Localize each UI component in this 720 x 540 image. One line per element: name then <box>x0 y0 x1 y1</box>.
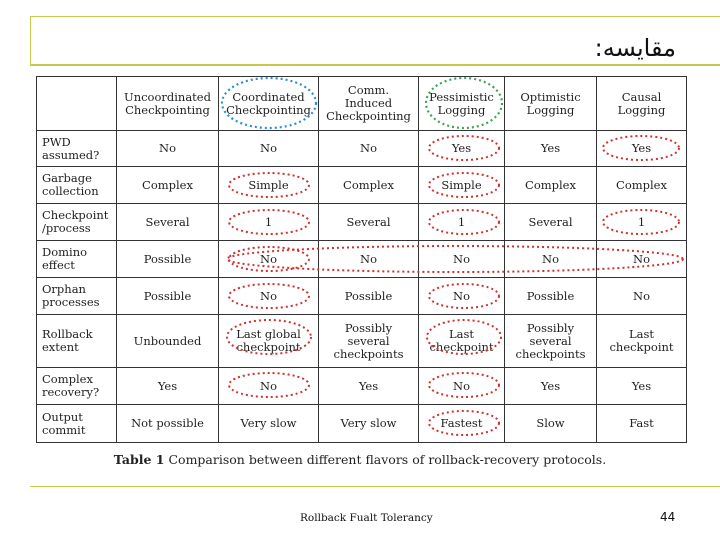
table-header-row <box>37 77 687 131</box>
table-cell: Complex <box>117 167 219 204</box>
caption-label: Table 1 <box>113 452 165 467</box>
frame-left-line <box>30 16 31 64</box>
table-cell: Complex <box>505 167 597 204</box>
table-cell: Yes <box>505 131 597 167</box>
table-row <box>37 315 687 368</box>
table-cell: Complex <box>319 167 419 204</box>
frame-top-line <box>30 16 720 17</box>
table-cell: 1 <box>419 204 505 241</box>
row-label: Rollback extent <box>37 315 117 368</box>
table-row <box>37 241 687 278</box>
table-cell: Possible <box>319 278 419 315</box>
page-number: 44 <box>660 510 676 524</box>
table-cell: 1 <box>597 204 687 241</box>
table-cell: Possible <box>505 278 597 315</box>
header-cell: Optimistic Logging <box>505 77 597 131</box>
comparison-table-wrapper <box>36 76 686 442</box>
row-label: Output commit <box>37 405 117 443</box>
table-cell: No <box>219 241 319 278</box>
table-cell: Possible <box>117 278 219 315</box>
table-row <box>37 167 687 204</box>
table-cell: Possibly several checkpoints <box>505 315 597 368</box>
table-cell: Unbounded <box>117 315 219 368</box>
table-cell: Several <box>319 204 419 241</box>
table-cell: Last checkpoint <box>597 315 687 368</box>
frame-footer-line <box>30 486 720 487</box>
table-cell: No <box>219 278 319 315</box>
table-cell: Very slow <box>219 405 319 443</box>
table-cell: Slow <box>505 405 597 443</box>
table-cell: No <box>505 241 597 278</box>
footer-text: Rollback Fualt Tolerancy <box>300 512 433 524</box>
table-cell: Last global checkpoint <box>219 315 319 368</box>
table-cell: 1 <box>219 204 319 241</box>
table-cell: No <box>319 131 419 167</box>
table-cell: Fast <box>597 405 687 443</box>
table-cell: Yes <box>505 368 597 405</box>
table-cell: Possible <box>117 241 219 278</box>
header-cell: Coordinated Checkpointing <box>219 77 319 131</box>
table-caption <box>0 452 720 467</box>
table-cell: No <box>419 368 505 405</box>
header-cell: Uncoordinated Checkpointing <box>117 77 219 131</box>
table-row <box>37 368 687 405</box>
row-label: Domino effect <box>37 241 117 278</box>
table-cell: Yes <box>319 368 419 405</box>
table-cell: Possibly several checkpoints <box>319 315 419 368</box>
table-cell: Fastest <box>419 405 505 443</box>
table-cell: Last checkpoint <box>419 315 505 368</box>
table-cell: Simple <box>219 167 319 204</box>
table-cell: No <box>319 241 419 278</box>
table-row <box>37 204 687 241</box>
header-cell: Pessimistic Logging <box>419 77 505 131</box>
table-cell: No <box>597 278 687 315</box>
table-cell: No <box>117 131 219 167</box>
table-cell: Very slow <box>319 405 419 443</box>
table-cell: Simple <box>419 167 505 204</box>
table-row <box>37 278 687 315</box>
table-cell: Yes <box>117 368 219 405</box>
row-label: Orphan processes <box>37 278 117 315</box>
header-cell: Causal Logging <box>597 77 687 131</box>
table-cell: Complex <box>597 167 687 204</box>
table-cell: No <box>597 241 687 278</box>
header-cell: Comm. Induced Checkpointing <box>319 77 419 131</box>
table-cell: No <box>419 278 505 315</box>
table-cell: Yes <box>419 131 505 167</box>
table-cell: No <box>419 241 505 278</box>
row-label: PWD assumed? <box>37 131 117 167</box>
table-cell: Several <box>505 204 597 241</box>
table-cell: Yes <box>597 368 687 405</box>
caption-text: Comparison between different flavors of rollback-recovery protocols. <box>168 452 607 467</box>
comparison-table <box>36 76 687 443</box>
table-cell: Several <box>117 204 219 241</box>
row-label: Garbage collection <box>37 167 117 204</box>
table-cell: Not possible <box>117 405 219 443</box>
header-cell <box>37 77 117 131</box>
table-row <box>37 405 687 443</box>
table-row <box>37 131 687 167</box>
row-label: Complex recovery? <box>37 368 117 405</box>
slide-title: مقایسه: <box>594 34 676 62</box>
table-cell: No <box>219 131 319 167</box>
table-cell: No <box>219 368 319 405</box>
row-label: Checkpoint /process <box>37 204 117 241</box>
table-cell: Yes <box>597 131 687 167</box>
frame-title-underline <box>30 64 720 66</box>
